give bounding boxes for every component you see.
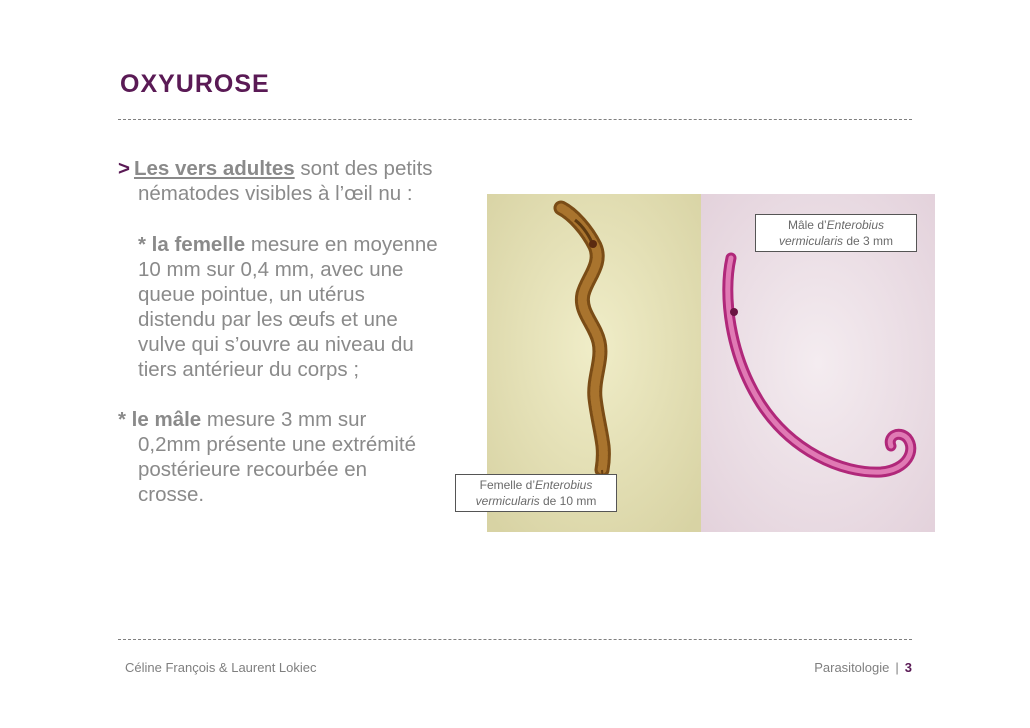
male-caption-genus: Enterobius <box>826 218 885 232</box>
male-caption-species: vermicularis <box>778 234 843 248</box>
female-caption <box>455 474 617 512</box>
male-paragraph <box>118 407 468 507</box>
footer-authors: Céline François & Laurent Lokiec <box>125 660 317 675</box>
adults-text-line1: sont des petits <box>294 157 433 180</box>
footer-course <box>814 660 912 675</box>
female-paragraph <box>118 232 468 382</box>
adults-text-line2: nématodes visibles à l’œil nu : <box>138 182 413 205</box>
female-text-line: 10 mm sur 0,4 mm, avec une <box>138 258 404 281</box>
female-caption-species: vermicularis <box>475 494 540 508</box>
slide-title: OXYUROSE <box>120 70 270 98</box>
female-text-line: tiers antérieur du corps ; <box>138 358 360 381</box>
male-term: * le mâle <box>118 408 202 431</box>
footer-separator: | <box>895 660 899 675</box>
male-text-line1: mesure 3 mm sur <box>201 408 367 431</box>
male-text-line: 0,2mm présente une extrémité <box>138 433 417 456</box>
page-number: 3 <box>904 660 912 675</box>
female-text-line: vulve qui s’ouvre au niveau du <box>138 333 414 356</box>
male-caption-prefix: Mâle d’ <box>787 218 827 232</box>
female-caption-genus: Enterobius <box>534 478 593 492</box>
top-divider <box>118 119 912 120</box>
female-text-line: queue pointue, un utérus <box>138 283 365 306</box>
adults-paragraph <box>118 156 468 206</box>
body-text <box>118 156 468 507</box>
footer-course-name: Parasitologie <box>814 660 890 675</box>
adults-term: Les vers adultes <box>133 157 295 180</box>
female-text-line: distendu par les œufs et une <box>138 308 398 331</box>
male-text-line: crosse. <box>138 483 205 506</box>
female-term: * la femelle <box>138 233 246 256</box>
female-caption-suffix: de 10 mm <box>539 494 597 508</box>
male-caption-suffix: de 3 mm <box>843 234 894 248</box>
male-text-line: postérieure recourbée en <box>138 458 368 481</box>
bottom-divider <box>118 639 912 640</box>
bullet-chevron-icon: > <box>118 157 130 180</box>
male-caption <box>755 214 917 252</box>
female-text-line1: mesure en moyenne <box>245 233 438 256</box>
female-caption-prefix: Femelle d’ <box>479 478 535 492</box>
